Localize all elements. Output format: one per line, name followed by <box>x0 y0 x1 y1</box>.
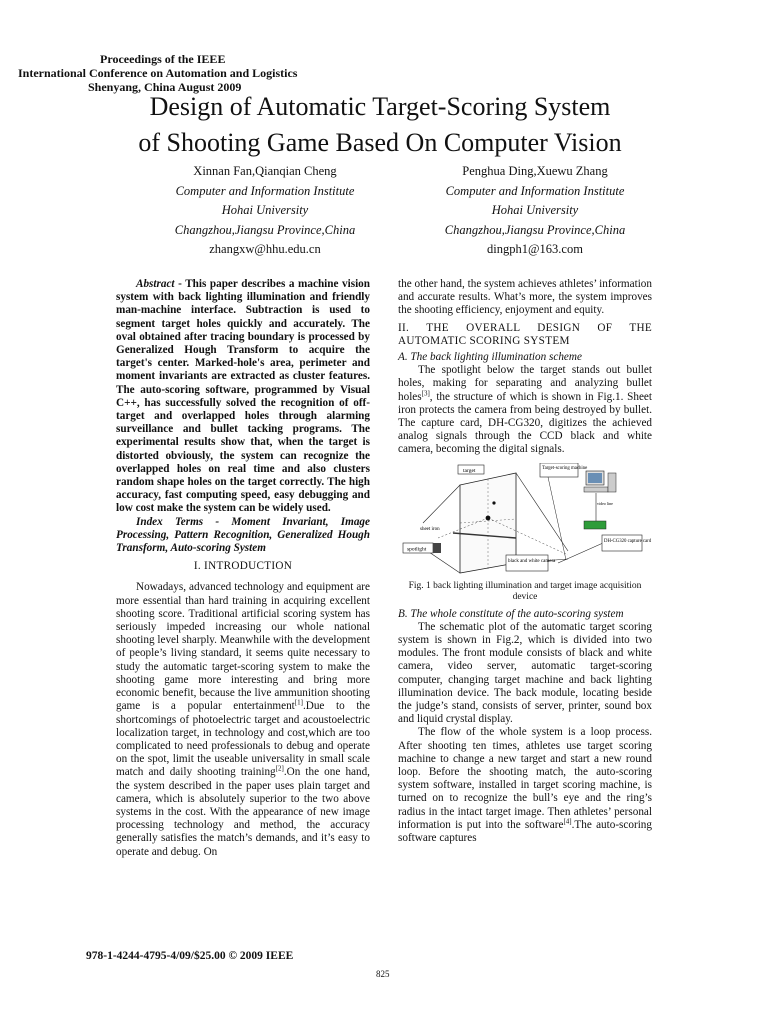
target-label: target <box>463 467 476 474</box>
author-names: Penghua Ding,Xuewu Zhang <box>462 164 608 178</box>
system-constitute-paragraph: The schematic plot of the automatic target scoring system is shown in Fig.2, which is divided into two modules. The front module consists of black and white camera, video server, automatic target-scoring computer, changing target machine and back lighting illumination device. The back module, locating beside the judge’s stand, consists of server, printer, sound box and liquid crystal display. <box>398 620 652 726</box>
author-university: Hohai University <box>221 203 309 218</box>
spotlight-label: spotlight <box>407 546 427 553</box>
intro-paragraph: Nowadays, advanced technology and equipment are more essential than hard training in acquiring excellent shooting score. Traditional artificial scoring system has seriously impeded increasing our whole national shooting level sharply. Meanwhile with the development of people’s living standard, it seems quite necessary to study the automatic target-scoring system to make the shooting game more interesting and bring more economic benefit, because the live ammunition shooting game is a popular entertainment[1].Due to the shortcomings of photoelectric target and acoustoelectric localization target, in technology and cost,which are too complicated to need professionals to debug and operate on the spot, limit the useable universality in small scale match and daily shooting training[2].On the one hand, the system described in the paper uses plain target and camera, which is absolutely superior to the two above systems in the cost. With the appearance of new image processing technology and method, the accuracy generally satisfies the match’s demands, and it’s easy to operate and debug. On <box>116 581 370 858</box>
citation-3: [3] <box>421 388 430 397</box>
author-institute: Computer and Information Institute <box>175 183 355 198</box>
author-block-right <box>380 162 690 260</box>
abstract <box>116 278 370 516</box>
right-column <box>398 278 652 845</box>
title-line-2: of Shooting Game Based On Computer Vision <box>138 128 622 157</box>
capture-card-board <box>584 521 606 529</box>
capture-card-label: DH-CG320 capture card <box>604 538 652 544</box>
author-email: dingph1@163.com <box>487 242 583 257</box>
page-number: 825 <box>376 969 390 979</box>
author-institute: Computer and Information Institute <box>445 183 625 198</box>
header-line-2: International Conference on Automation and Logistics <box>18 66 298 80</box>
paper-title <box>90 89 670 161</box>
author-email: zhangxw@hhu.edu.cn <box>209 242 321 257</box>
left-column <box>116 278 370 859</box>
backlight-paragraph: The spotlight below the target stands out bullet holes, making for separating and analyzing bullet holes[3], the structure of which is shown in Fig.1. Sheet iron protects the camera from being destroyed by bullet. The capture card, DH-CG320, digitizes the achieved analog signals through the CCD black and white camera, becoming the digital signals. <box>398 364 652 456</box>
citation-4: [4] <box>563 817 572 826</box>
section-heading-introduction: I. INTRODUCTION <box>193 560 293 573</box>
figure-1 <box>398 463 652 579</box>
citation-2: [2] <box>275 764 284 773</box>
index-terms-text: - Moment Invariant, Image Processing, Pattern Recognition, Generalized Hough Transform, Auto-scoring System <box>116 515 370 555</box>
abstract-label: Abstract <box>136 278 175 290</box>
header-line-1: Proceedings of the IEEE <box>100 52 226 66</box>
machine-label: Target-scoring machine <box>542 465 588 471</box>
author-names: Xinnan Fan,Qianqian Cheng <box>193 164 337 178</box>
copyright-footer: 978-1-4244-4795-4/09/$25.00 © 2009 IEEE <box>86 950 294 962</box>
section-heading-overall-design-line2: AUTOMATIC SCORING SYSTEM <box>398 334 570 347</box>
index-terms <box>116 516 370 556</box>
author-location: Changzhou,Jiangsu Province,China <box>174 222 356 237</box>
subsection-heading-a: A. The back lighting illumination scheme <box>398 351 582 364</box>
author-location: Changzhou,Jiangsu Province,China <box>444 222 626 237</box>
bull-eye-dot <box>486 515 491 520</box>
conference-header <box>0 52 768 94</box>
abstract-text: - This paper describes a machine vision system with back lighting illumination and friendly man-machine interface. Subtraction is used to segment target holes quickly and accurately. The oval obtained after tracing boundary is processed by Generalized Hough Transform to acquire the target's center. Marked-hole's area, perimeter and moment invariants are extracted as cluster features. The auto-scoring software, programmed by Visual C++, has successfully solved the recognition of off-target and overlapped holes through alarming surveillance and bullet tacking programs. The experimental results show that, when the target is distorted obviously, the system can recognize the overlapped holes on real time and also clusters random shape holes on the target correctly. The high accuracy, fast computing speed, easy debugging and low cost make the system can be widely used. <box>116 278 370 515</box>
computer-keyboard <box>584 487 608 492</box>
sheet-iron-label: sheet iron <box>420 526 440 532</box>
header-line-3: Shenyang, China August 2009 <box>88 80 242 94</box>
author-block-left <box>110 162 420 260</box>
title-line-1: Design of Automatic Target-Scoring System <box>149 92 611 121</box>
citation-1: [1] <box>294 698 303 707</box>
subsection-heading-b: B. The whole constitute of the auto-scoring system <box>398 607 624 620</box>
index-terms-label: Index Terms <box>136 515 204 528</box>
computer-tower <box>608 473 616 492</box>
author-university: Hohai University <box>491 203 579 218</box>
section-heading-overall-design: II. THE OVERALL DESIGN OF THE <box>398 321 652 334</box>
continued-paragraph: the other hand, the system achieves athletes’ information and accurate results. What’s more, the system improves the shooting efficiency, enjoyment and equity. <box>398 278 652 317</box>
figure-1-diagram <box>398 463 652 579</box>
video-line-label: video line <box>597 500 613 506</box>
system-flow-paragraph: The flow of the whole system is a loop process. After shooting ten times, athletes use target scoring machine to change a new target and start a new round loop. Before the shooting match, the auto-scoring system software, installed in target scoring machine, is turned on to recognize the bull’s eye and the ring’s radius in the intact target image. Then athletes’ personal information is put into the software[4].The auto-scoring software captures <box>398 726 652 845</box>
camera-label: black and white camera <box>508 558 556 564</box>
figure-1-caption: Fig. 1 back lighting illumination and target image acquisition device <box>408 580 642 603</box>
